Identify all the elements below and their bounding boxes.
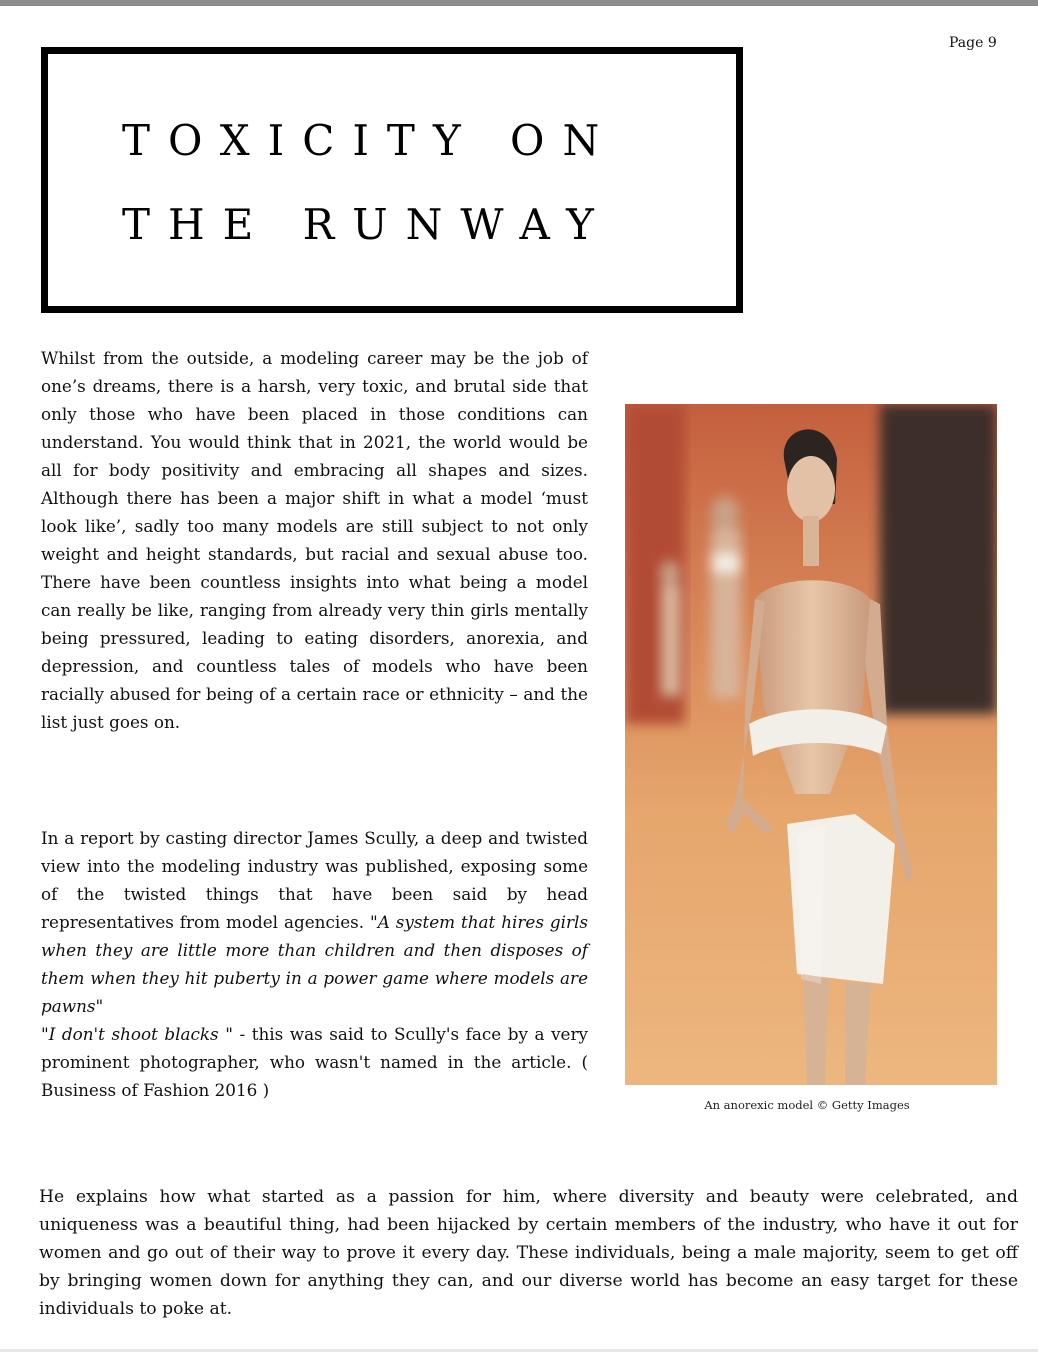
photo-caption: An anorexic model © Getty Images: [704, 1098, 910, 1112]
intro-paragraph: Whilst from the outside, a modeling career may be the job of one’s dreams, there is a harsh, very toxic, and brutal side that only those who have been placed in those conditions can understand. You would think that in 2021, the world would be all for body positivity and embracing all shapes and sizes. Although there has been a major shift in what a model ‘must look like’, sadly too many models are still subject to not only weight and height standards, but racial and sexual abuse too. There have been countless insights into what being a model can really be like, ranging from already very thin girls mentally being pressured, leading to eating disorders, anorexia, and depression, and countless tales of models who have been racially abused for being of a certain race or ethnicity – and the list just goes on.: [41, 348, 588, 732]
page-number: Page 9: [949, 35, 997, 51]
runway-model-photo: [625, 404, 997, 1085]
title-line-2: THE RUNWAY: [122, 200, 612, 249]
closing-paragraph: He explains how what started as a passion for him, where diversity and beauty were celebrated, and uniqueness was a beautiful thing, had been hijacked by certain members of the industry, who have it out for women and go out of their way to prove it every day. These individuals, being a male majority, seem to get off by bringing women down for anything they can, and our diverse world has become an easy target for these individuals to poke at.: [39, 1187, 1018, 1319]
top-bar: [0, 0, 1038, 6]
title-line-1: TOXICITY ON: [122, 116, 618, 165]
photographer-quote-context: - this was said to Scully's face by a very prominent photographer, who wasn't named in the article. ( Business of Fashion 2016 ): [41, 1024, 588, 1100]
photographer-quote: "I don't shoot blacks ": [41, 1024, 233, 1044]
title-frame: [41, 47, 743, 313]
scully-report-intro: In a report by casting director James Scully, a deep and twisted view into the modeling industry was published, exposing some of the twisted things that have been said by head representatives from model agencies.: [41, 828, 588, 932]
scully-report-paragraph: [41, 824, 588, 1020]
scully-report-quote: "A system that hires girls when they are little more than children and then disposes of them when they hit puberty in a power game where models are pawns": [41, 912, 588, 1016]
photographer-quote-paragraph: [41, 1020, 588, 1104]
